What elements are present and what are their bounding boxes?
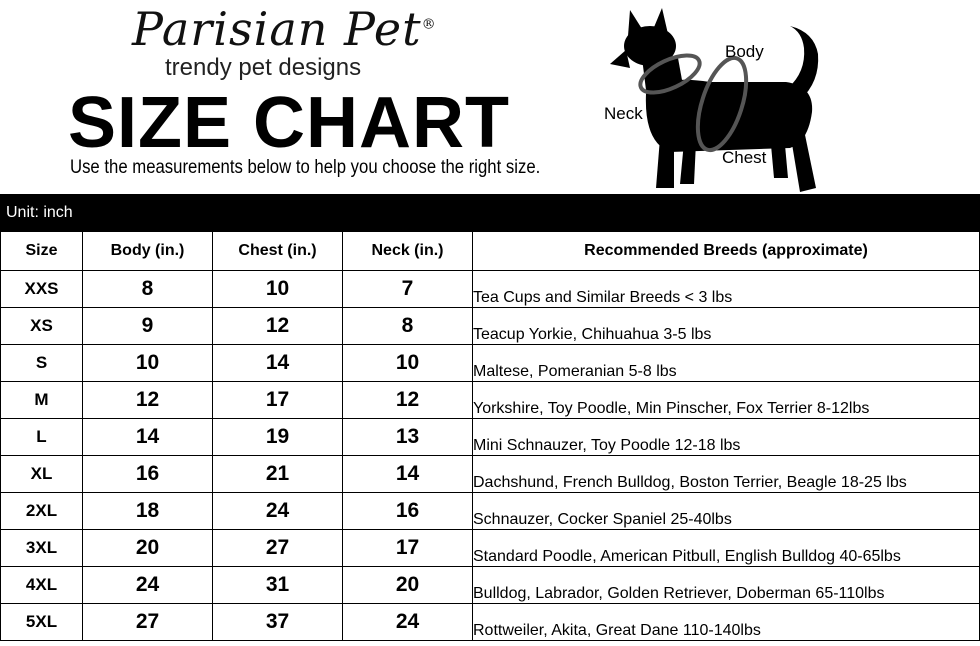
brand-logo — [132, 2, 437, 56]
size-cell: 4XL — [1, 567, 83, 604]
breeds-cell: Yorkshire, Toy Poodle, Min Pinscher, Fox Terrier 8-12lbs — [473, 382, 980, 419]
breeds-cell: Mini Schnauzer, Toy Poodle 12-18 lbs — [473, 419, 980, 456]
neck-label: Neck — [604, 104, 643, 123]
table-row — [1, 604, 980, 641]
size-cell: 2XL — [1, 493, 83, 530]
chest-cell: 12 — [213, 308, 343, 345]
neck-cell: 16 — [343, 493, 473, 530]
table-row — [1, 530, 980, 567]
breeds-cell: Dachshund, French Bulldog, Boston Terrier, Beagle 18-25 lbs — [473, 456, 980, 493]
chest-cell: 10 — [213, 271, 343, 308]
chest-label: Chest — [722, 148, 767, 167]
table-row — [1, 382, 980, 419]
chest-cell: 19 — [213, 419, 343, 456]
unit-label: Unit: inch — [6, 204, 73, 221]
body-cell: 24 — [83, 567, 213, 604]
neck-cell: 20 — [343, 567, 473, 604]
table-row — [1, 345, 980, 382]
table-row — [1, 419, 980, 456]
size-cell: 5XL — [1, 604, 83, 641]
page-subtitle: Use the measurements below to help you choose the right size. — [70, 157, 541, 178]
neck-cell: 10 — [343, 345, 473, 382]
neck-cell: 8 — [343, 308, 473, 345]
breeds-cell: Bulldog, Labrador, Golden Retriever, Doberman 65-110lbs — [473, 567, 980, 604]
dog-silhouette-icon — [600, 2, 830, 194]
breeds-cell: Schnauzer, Cocker Spaniel 25-40lbs — [473, 493, 980, 530]
neck-cell: 7 — [343, 271, 473, 308]
breeds-cell: Tea Cups and Similar Breeds < 3 lbs — [473, 271, 980, 308]
neck-cell: 17 — [343, 530, 473, 567]
brand-tagline: trendy pet designs — [165, 54, 362, 81]
breeds-cell: Teacup Yorkie, Chihuahua 3-5 lbs — [473, 308, 980, 345]
body-cell: 9 — [83, 308, 213, 345]
table-row — [1, 493, 980, 530]
chest-cell: 31 — [213, 567, 343, 604]
body-cell: 18 — [83, 493, 213, 530]
size-cell: XS — [1, 308, 83, 345]
size-cell: XXS — [1, 271, 83, 308]
body-label: Body — [725, 42, 764, 61]
table-body — [1, 271, 980, 641]
column-header-neck: Neck (in.) — [343, 232, 473, 271]
size-cell: 3XL — [1, 530, 83, 567]
breeds-cell: Maltese, Pomeranian 5-8 lbs — [473, 345, 980, 382]
column-header-breeds: Recommended Breeds (approximate) — [473, 232, 980, 271]
chest-cell: 14 — [213, 345, 343, 382]
page-title: SIZE CHART — [68, 83, 510, 163]
neck-cell: 24 — [343, 604, 473, 641]
chest-cell: 37 — [213, 604, 343, 641]
body-cell: 16 — [83, 456, 213, 493]
column-header-size: Size — [1, 232, 83, 271]
table-row — [1, 271, 980, 308]
table-header-row — [1, 232, 980, 271]
body-cell: 20 — [83, 530, 213, 567]
body-cell: 14 — [83, 419, 213, 456]
body-cell: 27 — [83, 604, 213, 641]
chest-cell: 27 — [213, 530, 343, 567]
size-table — [0, 231, 980, 641]
body-cell: 8 — [83, 271, 213, 308]
chest-cell: 24 — [213, 493, 343, 530]
body-cell: 10 — [83, 345, 213, 382]
body-cell: 12 — [83, 382, 213, 419]
breeds-cell: Standard Poodle, American Pitbull, English Bulldog 40-65lbs — [473, 530, 980, 567]
breeds-cell: Rottweiler, Akita, Great Dane 110-140lbs — [473, 604, 980, 641]
size-cell: L — [1, 419, 83, 456]
size-cell: S — [1, 345, 83, 382]
unit-bar — [0, 194, 980, 231]
size-cell: M — [1, 382, 83, 419]
column-header-body: Body (in.) — [83, 232, 213, 271]
registered-mark: ® — [421, 16, 437, 33]
size-cell: XL — [1, 456, 83, 493]
table-row — [1, 308, 980, 345]
table-row — [1, 567, 980, 604]
chest-cell: 21 — [213, 456, 343, 493]
neck-cell: 12 — [343, 382, 473, 419]
neck-cell: 13 — [343, 419, 473, 456]
table-row — [1, 456, 980, 493]
neck-cell: 14 — [343, 456, 473, 493]
chest-cell: 17 — [213, 382, 343, 419]
brand-name: Parisian Pet — [132, 2, 422, 56]
column-header-chest: Chest (in.) — [213, 232, 343, 271]
